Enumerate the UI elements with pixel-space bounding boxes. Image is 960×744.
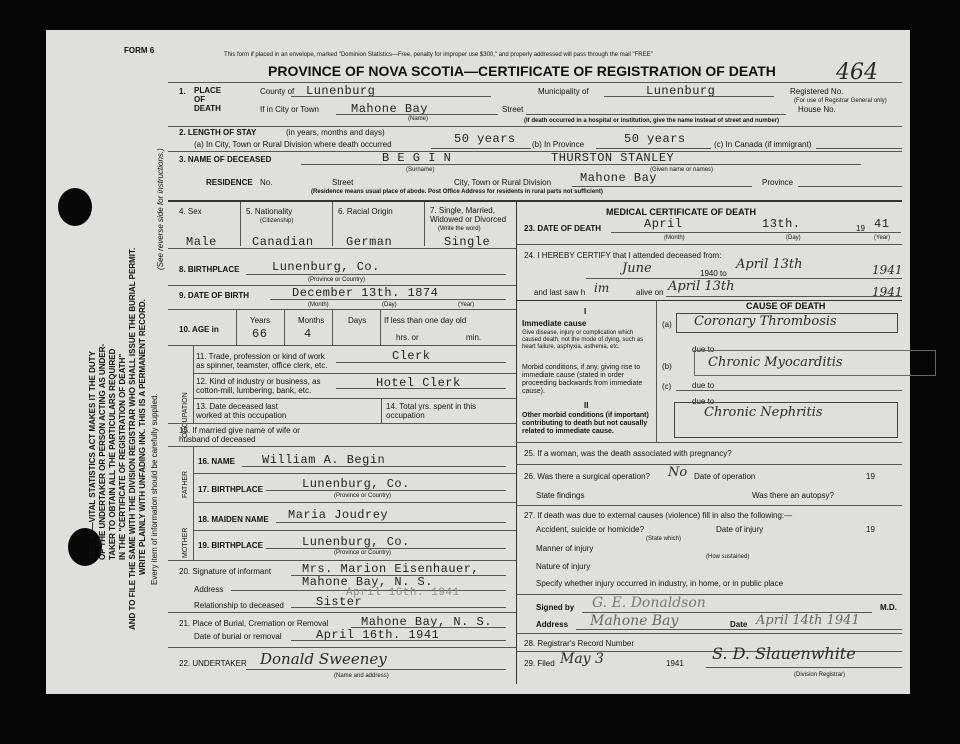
place-of-death-label: PLACE OF DEATH: [194, 86, 222, 113]
sex-value: Male: [186, 235, 217, 249]
cause-a-value: Coronary Thrombosis: [694, 314, 837, 329]
nationality-value: Canadian: [252, 235, 314, 249]
marital-value: Single: [444, 235, 491, 249]
mail-notice: This form if placed in an envelope, marked "Dominion Statistics—Free, penalty for improper use $300," and properly addressed will pass through the mail "FREE": [224, 52, 653, 58]
attended-to: April 13th: [736, 257, 803, 272]
age-years: 66: [252, 327, 268, 341]
occupation-side-label: OCCUPATION: [182, 392, 189, 438]
father-side-label: FATHER: [182, 470, 189, 498]
margin-line-3: TAKER TO OBTAIN ALL THE PARTICULARS REQUIRED: [108, 348, 117, 560]
margin-line-5: AND TO FILE THE SAME WITH THE DIVISION REGISTRAR WHO SHALL ISSUE THE BURIAL PERMIT.: [128, 247, 137, 630]
physician-address: Mahone Bay: [590, 613, 679, 629]
faded-stamp: April 16th. 1941: [346, 587, 460, 599]
city-value: Mahone Bay: [351, 102, 429, 116]
mother-maiden-name-value: Maria Joudrey: [288, 508, 389, 522]
dob-value: December 13th. 1874: [292, 286, 439, 300]
margin-line-4: IN THE "CERTIFICATE OF REGISTRATION OF DEATH": [118, 353, 127, 560]
attended-to-year: 1941: [872, 263, 903, 277]
death-month-value: April: [644, 217, 683, 231]
certificate-form: FORM 6 SEC. 46—VITAL STATISTICS ACT MAKES IT THE DUTY OF THE UNDERTAKER OR PERSON ACTING AS UNDER- TAKER TO OBTAIN ALL THE PARTICULARS REQUIRED IN THE "CERTIFICATE OF REGISTRATION OF DEATH" AND TO FILE THE SAME WITH THE DIVISION REGISTRAR WHO SHALL ISSUE THE BURIAL PERMIT. WRITE PLAINLY WITH UNFADING INK. THIS IS A PERMANENT RECORD. Every item of information should be carefully supplied. (See reverse side for instructions.) This form if placed in an envelope, marked "Dominion Statistics—Free, penalty for improper use $300," and properly addressed will pass through the mail "FREE" PROVINCE OF NOVA SCOTIA—CERTIFICATE OF REGISTRATION OF DEATH 464 1. PLACE OF DEATH County of Lunenburg Municipality of Lunenburg Registered No. (For use of Registrar General only) If in City or Town Mahone Bay (Name) Street House No. (If death occurred in a hospital or institution, give the name instead of street and number) 2. LENGTH OF STAY (in years, months and days) (a) In City, Town or Rural Division where death occurred 50 years (b) In Province 50 years (c) In Canada (if immigrant) 3. NAME OF DECEASED B E G I N THURSTON STANLEY (Surname) (Given name or names) RESIDENCE No. Street City, Town or Rural Division Mahone Bay Province (Residence means usual place of abode. Post Office Address for residents in rural parts not sufficient) 4. Sex Male 5. Nationality (Citizenship) Canadian 6. Racial Origin German 7. Single, Married, Widowed or Divorced (Write the word) Single 8. BIRTHPLACE Lunenburg, Co. (Province or Country) 9. DATE OF BIRTH December 13th. 1874 (Month) (Day) (Year) 10. AGE in Years 66 Months 4 Days If less than one day old hrs. or min. OCCUPATION 11. Trade, profession or kind of work as spinner, teamster, office clerk, etc. Clerk 12. Kind of industry or business, as cotton-mill, lumbering, bank, etc. Hotel Clerk 13. Date deceased last worked at this occupation 14. Total yrs. spent in this occupation 15. If married give name of wife or husband of deceased FATHER MOTHER 16. NAME William A. Begin 17. BIRTHPLACE Lunenburg, Co. (Province or Country) 18. MAIDEN NAME Maria Joudrey 19. BIRTHPLACE Lunenburg, Co. (Province or Country) 20. Signature of informant Mrs. Marion Eisenhauer, Address Mahone Bay, N. S. April 16th. 1941 Relationship to deceased Sister 21. Place of Burial, Cremation or Removal Mahone Bay, N. S. Date of burial or removal April 16th. 1941 22. UNDERTAKER Donald Sweeney (Name and address) MEDICAL CERTIFICATE OF DEATH 23. DATE OF DEATH April 13th. 19 41 (Month) (Day) (Year) 24. I HEREBY CERTIFY that I attended deceased from: June 1940 to April 13th 1941 and last saw h im alive on April 13th 1941 CAUSE OF DEATH I Immediate cause Give disease, injury or complication which caused death, not the mode of dying, such as heart failure, asphyxia, asthenia, etc. Morbid conditions, if any, giving rise to immediate cause (stated in order proceeding backwards from immediate cause). II Other morbid conditions (if important) contributing to death but not causally related to immediate cause. (a) Coronary Thrombosis due to (b) Chronic Myocarditis due to (c) due to Chronic Nephritis 25. If a woman, was the death associated with pregnancy? 26. Was there a surgical operation? No Date of operation 19 State findings Was there an autopsy? 27. If death was due to external causes (violence) fill in also the following:— Accident, suicide or homicide? Date of injury 19 (State which) Manner of injury (How sustained) Nature of injury Specify whether injury occurred in industry, in home, or in public place Signed by G. E. Donaldson M.D. Address Mahone Bay Date April 14th 1941 28. Registrar's Record Number 29. Filed May 3 1941 S. D. Slauenwhite (Division Registrar): [46, 30, 910, 694]
death-day-value: 13th.: [762, 217, 801, 231]
undertaker-signature: Donald Sweeney: [260, 650, 387, 668]
margin-line-1: SEC. 46—VITAL STATISTICS ACT MAKES IT THE DUTY: [88, 351, 97, 560]
stay-province-value: 50 years: [624, 132, 686, 146]
margin-line-7: Every item of information should be carefully supplied.: [150, 393, 159, 585]
burial-place-value: Mahone Bay, N. S.: [361, 615, 492, 629]
relationship-value: Sister: [316, 595, 363, 609]
mother-side-label: MOTHER: [182, 527, 189, 558]
father-name-value: William A. Begin: [262, 453, 386, 467]
punch-hole-top: [58, 188, 92, 226]
father-birthplace-value: Lunenburg, Co.: [302, 477, 410, 491]
given-names-value: THURSTON STANLEY: [551, 151, 675, 165]
surname-value: B E G I N: [382, 151, 452, 165]
margin-line-2: OF THE UNDERTAKER OR PERSON ACTING AS UNDER-: [98, 343, 107, 560]
registrar-signature: S. D. Slauenwhite: [712, 644, 856, 663]
mother-birthplace-value: Lunenburg, Co.: [302, 535, 410, 549]
attended-from: June: [622, 261, 652, 276]
industry-value: Hotel Clerk: [376, 376, 461, 390]
municipality-value: Lunenburg: [646, 84, 716, 98]
margin-line-8: (See reverse side for instructions.): [156, 148, 165, 270]
sign-date: April 14th 1941: [756, 613, 860, 628]
other-cause-value: Chronic Nephritis: [704, 405, 823, 420]
handwritten-number: 464: [836, 60, 878, 85]
burial-date-value: April 16th. 1941: [316, 628, 440, 642]
racial-origin-value: German: [346, 235, 393, 249]
stay-city-value: 50 years: [454, 132, 516, 146]
physician-signature: G. E. Donaldson: [592, 595, 706, 611]
surgery-value: No: [668, 465, 688, 480]
alive-on-value: April 13th: [668, 279, 735, 294]
page-title: PROVINCE OF NOVA SCOTIA—CERTIFICATE OF REGISTRATION OF DEATH: [268, 63, 776, 79]
form-number: FORM 6: [124, 46, 155, 55]
informant-name-value: Mrs. Marion Eisenhauer,: [302, 562, 480, 576]
filed-date: May 3: [560, 651, 604, 667]
residence-city-value: Mahone Bay: [580, 171, 658, 185]
county-value: Lunenburg: [306, 84, 376, 98]
informant-address-value: Mahone Bay, N. S.: [302, 575, 433, 589]
death-year-value: 41: [874, 217, 890, 231]
age-months: 4: [304, 327, 312, 341]
margin-line-6: WRITE PLAINLY WITH UNFADING INK. THIS IS A PERMANENT RECORD.: [138, 299, 147, 575]
trade-value: Clerk: [392, 349, 431, 363]
birthplace-value: Lunenburg, Co.: [272, 260, 380, 274]
cause-b-value: Chronic Myocarditis: [708, 355, 843, 370]
